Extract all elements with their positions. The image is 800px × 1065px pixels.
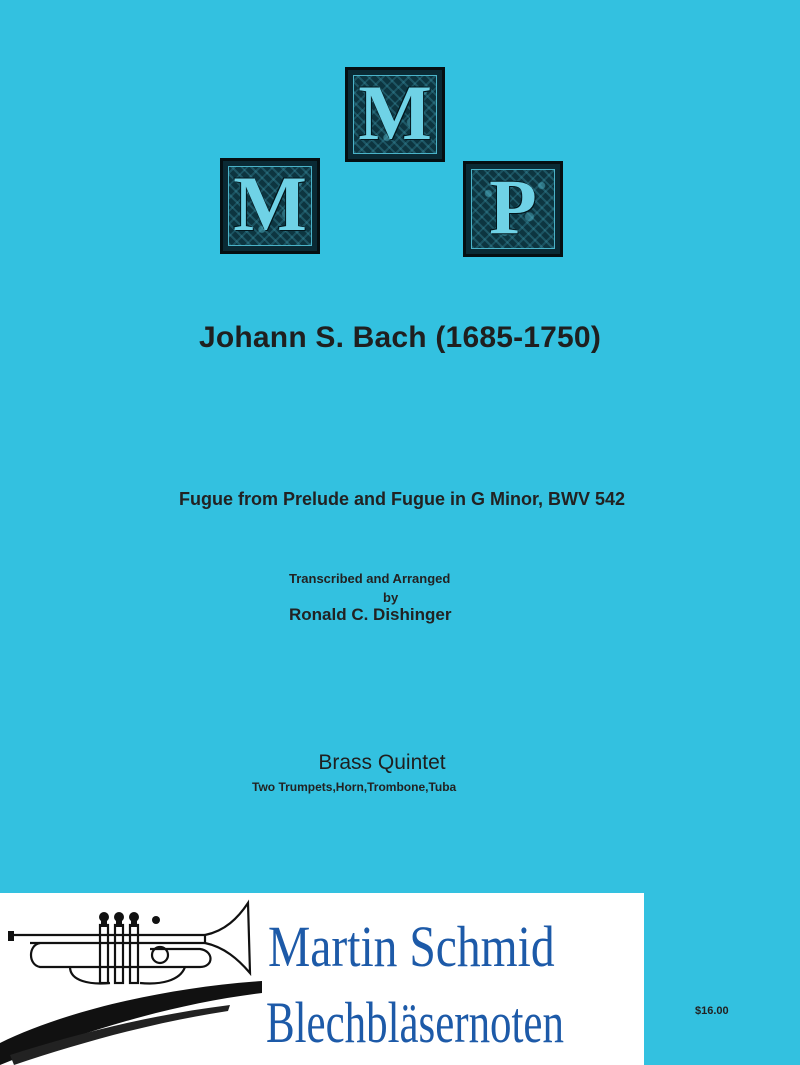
work-title: Fugue from Prelude and Fugue in G Minor, BWV 542 [178,489,626,509]
logo-letter-p: P [489,163,537,251]
trumpet-icon [0,893,270,1065]
brand-name: Martin Schmid [268,914,555,979]
credit-by: by [383,590,399,605]
arranger-name: Ronald C. Dishinger [289,605,452,624]
logo-letter-m-top: M [358,68,432,156]
composer-heading: Johann S. Bach (1685-1750) [198,321,602,354]
instrument-list: Two Trumpets,Horn,Trombone,Tuba [252,780,457,794]
logo-block-left [220,158,320,254]
credit-transcribed: Transcribed and Arranged [289,571,451,586]
publisher-banner [0,893,644,1065]
price-label: $16.00 [695,1005,729,1017]
logo-block-right [463,161,563,257]
brand-subtitle: Blechbläsernoten [266,990,564,1055]
ensemble-title: Brass Quintet [318,751,446,774]
logo-letter-m-left: M [233,160,307,248]
logo-block-top [345,67,445,162]
